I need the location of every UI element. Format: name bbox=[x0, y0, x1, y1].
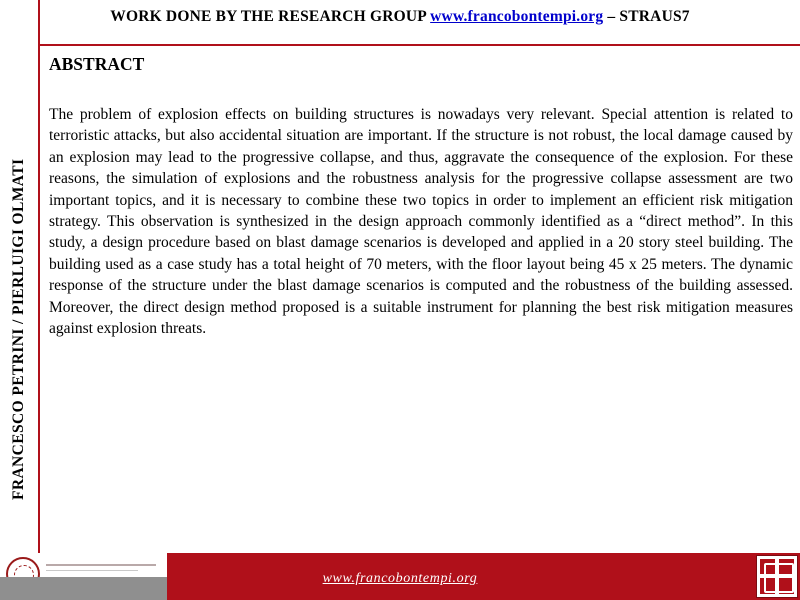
footer-link[interactable]: www.francobontempi.org bbox=[322, 571, 478, 586]
header-prefix: WORK DONE BY THE RESEARCH GROUP bbox=[110, 8, 427, 25]
logo-gray-band bbox=[0, 577, 167, 600]
footer-bar bbox=[0, 553, 800, 600]
header-divider bbox=[38, 44, 800, 46]
university-logo bbox=[0, 553, 167, 600]
left-divider bbox=[38, 0, 40, 553]
section-title: ABSTRACT bbox=[49, 54, 145, 74]
university-wordmark-line bbox=[46, 570, 138, 571]
header-suffix: – STRAUS7 bbox=[607, 8, 690, 25]
authors-text: FRANCESCO PETRINI / PIERLUIGI OLMATI bbox=[10, 158, 27, 500]
stamp-icon bbox=[760, 559, 794, 594]
page-header bbox=[40, 8, 760, 38]
abstract-body: The problem of explosion effects on building structures is nowadays very relevant. Special attention is related to terroristic attacks, but also accidental situation are important. If the structure is not robust, the local damage caused by an explosion may lead to the progressive collapse, and thus, aggravate the consequence of the explosion. For these reasons, the simulation of explosions and the robustness analysis for the progressive collapse assessment are two important topics, and it is necessary to combine these two topics in order to implement an efficient risk mitigation strategy. This observation is synthesized in the design approach commonly identified as a “direct method”. In this study, a design procedure based on blast damage scenarios is developed and applied in a 20 story steel building. The building used as a case study has a total height of 70 meters, with the floor layout being 45 x 25 meters. The dynamic response of the structure under the blast damage scenarios is computed and the robustness of the building assessed. Moreover, the direct design method proposed is a suitable instrument for planning the best risk mitigation measures against explosion threats. bbox=[49, 106, 793, 338]
university-wordmark bbox=[46, 564, 156, 566]
red-stamp-logo bbox=[756, 555, 798, 598]
header-link[interactable]: www.francobontempi.org bbox=[430, 8, 604, 25]
